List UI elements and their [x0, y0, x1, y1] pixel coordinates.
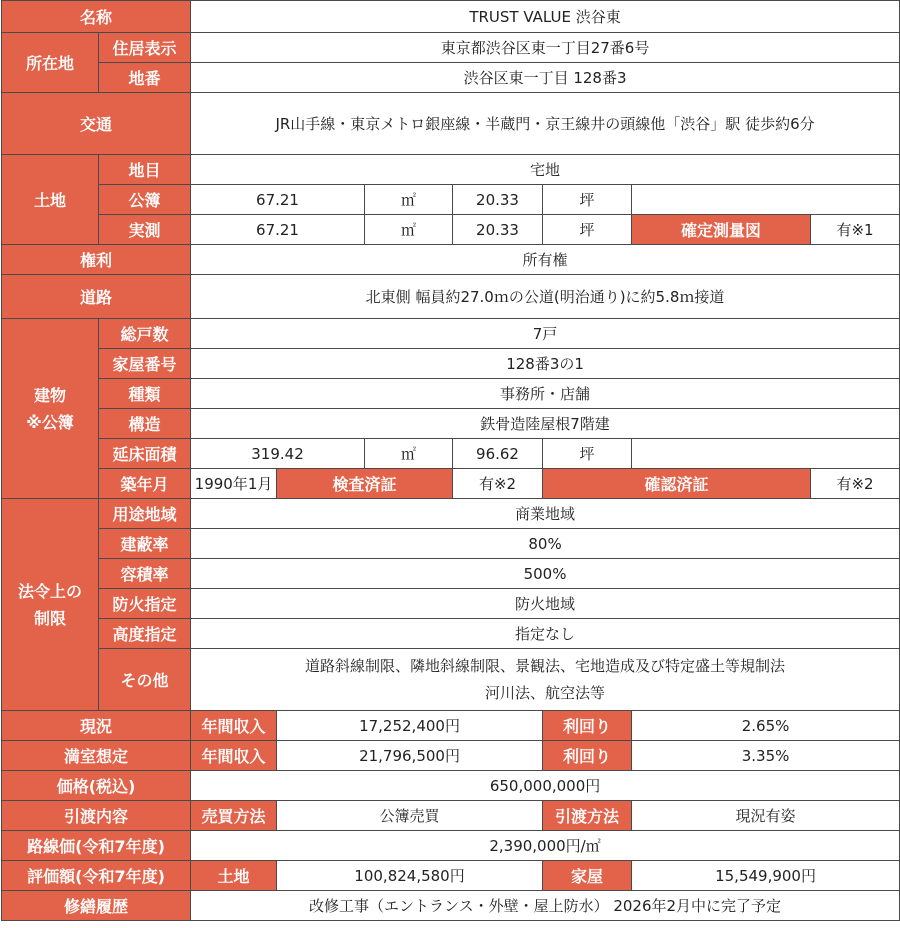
transport-value: JR山手線・東京メトロ銀座線・半蔵門・京王線井の頭線他「渋谷」駅 徒歩約6分	[191, 93, 900, 155]
inspection-value: 有※2	[453, 469, 543, 499]
coverage-value: 80%	[191, 529, 900, 559]
transport-label: 交通	[2, 93, 191, 155]
assessment-house-value: 15,549,900円	[632, 861, 900, 891]
height-label: 高度指定	[99, 619, 191, 649]
full-yield-value: 3.35%	[632, 741, 900, 771]
other-value-line1: 道路斜線制限、隣地斜線制限、景観法、宅地造成及び特定盛土等規制法	[305, 656, 786, 675]
route-price-label: 路線価(令和7年度)	[2, 831, 191, 861]
house-no-label: 家屋番号	[99, 349, 191, 379]
current-income-value: 17,252,400円	[277, 711, 543, 741]
land-registry-sqm-unit: ㎡	[365, 185, 453, 215]
building-label-line1: 建物	[33, 385, 66, 405]
confirmation-label: 確認済証	[543, 469, 811, 499]
sale-method-value: 公簿売買	[277, 801, 543, 831]
built-label: 築年月	[99, 469, 191, 499]
delivery-label: 引渡内容	[2, 801, 191, 831]
price-value: 650,000,000円	[191, 771, 900, 801]
land-category-value: 宅地	[191, 155, 900, 185]
lot-value: 渋谷区東一丁目 128番3	[191, 63, 900, 93]
floor-area-tsubo-unit: 坪	[543, 439, 632, 469]
far-value: 500%	[191, 559, 900, 589]
land-category-label: 地目	[99, 155, 191, 185]
inspection-label: 検査済証	[277, 469, 453, 499]
full-income-value: 21,796,500円	[277, 741, 543, 771]
full-income-label: 年間収入	[191, 741, 277, 771]
land-registry-label: 公簿	[99, 185, 191, 215]
land-registry-tsubo: 20.33	[453, 185, 543, 215]
current-label: 現況	[2, 711, 191, 741]
land-survey-tsubo: 20.33	[453, 215, 543, 245]
floor-area-sqm: 319.42	[191, 439, 365, 469]
address-label: 住居表示	[99, 33, 191, 63]
assessment-land-label: 土地	[191, 861, 277, 891]
repair-label: 修繕履歴	[2, 891, 191, 921]
house-no-value: 128番3の1	[191, 349, 900, 379]
handover-method-value: 現況有姿	[632, 801, 900, 831]
road-value: 北東側 幅員約27.0ｍの公道(明治通り)に約5.8ｍ接道	[191, 275, 900, 319]
land-registry-tsubo-unit: 坪	[543, 185, 632, 215]
zoning-value: 商業地域	[191, 499, 900, 529]
land-survey-sqm-unit: ㎡	[365, 215, 453, 245]
type-value: 事務所・店舗	[191, 379, 900, 409]
assessment-label: 評価額(令和7年度)	[2, 861, 191, 891]
lot-label: 地番	[99, 63, 191, 93]
regulations-label-line1: 法令上の	[17, 581, 82, 601]
name-value: TRUST VALUE 渋谷東	[191, 1, 900, 33]
location-label: 所在地	[2, 33, 99, 93]
road-label: 道路	[2, 275, 191, 319]
route-price-value: 2,390,000円/㎡	[191, 831, 900, 861]
assessment-land-value: 100,824,580円	[277, 861, 543, 891]
building-label-line2: ※公簿	[26, 412, 74, 432]
confirmation-value: 有※2	[811, 469, 900, 499]
full-yield-label: 利回り	[543, 741, 632, 771]
land-label: 土地	[2, 155, 99, 245]
current-yield-value: 2.65%	[632, 711, 900, 741]
land-registry-sqm: 67.21	[191, 185, 365, 215]
far-label: 容積率	[99, 559, 191, 589]
floor-area-empty	[632, 439, 900, 469]
price-label: 価格(税込)	[2, 771, 191, 801]
survey-map-label: 確定測量図	[632, 215, 811, 245]
current-yield-label: 利回り	[543, 711, 632, 741]
property-overview-table	[1, 0, 900, 921]
other-label: その他	[99, 649, 191, 711]
rights-label: 権利	[2, 245, 191, 275]
fire-value: 防火地域	[191, 589, 900, 619]
built-value: 1990年1月	[191, 469, 277, 499]
full-label: 満室想定	[2, 741, 191, 771]
rights-value: 所有権	[191, 245, 900, 275]
regulations-label-line2: 制限	[33, 608, 66, 628]
repair-value: 改修工事（エントランス・外壁・屋上防水） 2026年2月中に完了予定	[191, 891, 900, 921]
handover-method-label: 引渡方法	[543, 801, 632, 831]
building-label	[2, 319, 99, 499]
sale-method-label: 売買方法	[191, 801, 277, 831]
name-label: 名称	[2, 1, 191, 33]
fire-label: 防火指定	[99, 589, 191, 619]
address-value: 東京都渋谷区東一丁目27番6号	[191, 33, 900, 63]
other-value-line2: 河川法、航空法等	[485, 683, 606, 702]
type-label: 種類	[99, 379, 191, 409]
coverage-label: 建蔽率	[99, 529, 191, 559]
current-income-label: 年間収入	[191, 711, 277, 741]
other-value	[191, 649, 900, 711]
units-value: 7戸	[191, 319, 900, 349]
structure-label: 構造	[99, 409, 191, 439]
floor-area-label: 延床面積	[99, 439, 191, 469]
regulations-label	[2, 499, 99, 711]
zoning-label: 用途地域	[99, 499, 191, 529]
survey-map-value: 有※1	[811, 215, 900, 245]
land-survey-label: 実測	[99, 215, 191, 245]
height-value: 指定なし	[191, 619, 900, 649]
units-label: 総戸数	[99, 319, 191, 349]
land-survey-sqm: 67.21	[191, 215, 365, 245]
land-registry-empty	[632, 185, 900, 215]
floor-area-sqm-unit: ㎡	[365, 439, 453, 469]
floor-area-tsubo: 96.62	[453, 439, 543, 469]
land-survey-tsubo-unit: 坪	[543, 215, 632, 245]
structure-value: 鉄骨造陸屋根7階建	[191, 409, 900, 439]
assessment-house-label: 家屋	[543, 861, 632, 891]
